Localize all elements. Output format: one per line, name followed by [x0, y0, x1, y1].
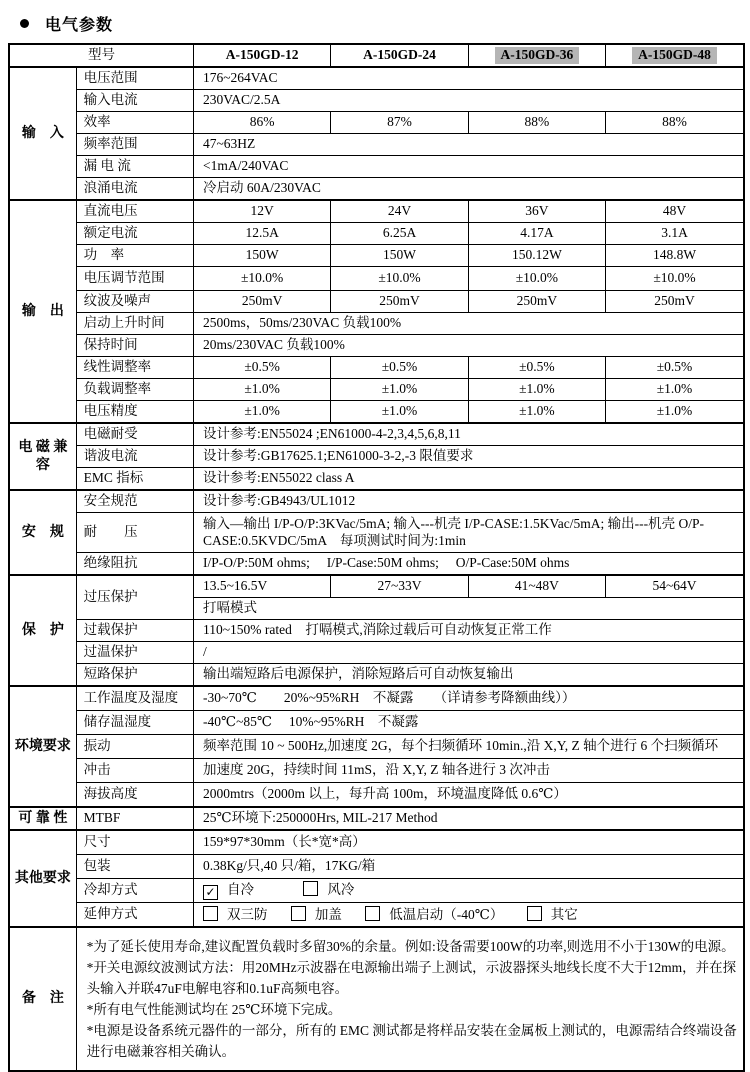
- value-rise-time: 2500ms，50ms/230VAC 负载100%: [193, 313, 744, 335]
- note-line-3: *所有电气性能测试均在 25℃环境下完成。: [86, 1002, 342, 1017]
- model-column-2: [331, 44, 468, 67]
- value-rated-current-4: 3.1A: [606, 223, 744, 245]
- label-storage-temp: 储存温湿度: [76, 711, 193, 735]
- value-otp: /: [193, 642, 744, 664]
- label-line-regulation: 线性调整率: [76, 357, 193, 379]
- extension-option-label: 其它: [550, 906, 578, 922]
- label-harmonic-current: 谐波电流: [76, 446, 193, 468]
- extension-option-4: [527, 906, 578, 924]
- label-cooling-method: 冷却方式: [76, 879, 193, 903]
- label-hold-time: 保持时间: [76, 335, 193, 357]
- value-shock: 加速度 20G，持续时间 11mS，沿 X,Y, Z 轴各进行 3 次冲击: [193, 759, 744, 783]
- label-voltage-accuracy: 电压精度: [76, 401, 193, 424]
- row-altitude: [9, 783, 744, 808]
- value-dimensions: 159*97*30mm（长*宽*高）: [193, 830, 744, 855]
- checkbox-checked-icon: ✓: [203, 885, 218, 900]
- value-altitude: 2000mtrs（2000m 以上，每升高 100m，环境温度降低 0.6℃）: [193, 783, 744, 808]
- row-emc-index: [9, 468, 744, 491]
- value-power-1: 150W: [193, 245, 330, 267]
- model-name: A-150GD-12: [225, 47, 299, 63]
- row-vibration: [9, 735, 744, 759]
- value-voltage-range: 176~264VAC: [193, 67, 744, 90]
- value-vibration: 频率范围 10 ~ 500Hz,加速度 2G，每个扫频循环 10min.,沿 X,Y, Z 轴个进行 6 个扫频循环: [193, 735, 744, 759]
- value-olp: 110~150% rated 打嗝模式,消除过载后可自动恢复正常工作: [193, 620, 744, 642]
- row-inrush-current: [9, 178, 744, 201]
- label-inrush-current: 浪涌电流: [76, 178, 193, 201]
- value-rated-current-3: 4.17A: [468, 223, 605, 245]
- model-header-label: 型号: [9, 44, 193, 67]
- row-operating-temp: [9, 686, 744, 711]
- label-olp: 过载保护: [76, 620, 193, 642]
- label-mtbf: MTBF: [76, 807, 193, 830]
- category-safety: 安 规: [9, 490, 76, 575]
- checkbox-icon: [303, 881, 318, 896]
- label-rise-time: 启动上升时间: [76, 313, 193, 335]
- row-emc-immunity: [9, 423, 744, 446]
- checkbox-icon: [203, 906, 218, 921]
- label-operating-temp: 工作温度及湿度: [76, 686, 193, 711]
- row-efficiency: [9, 112, 744, 134]
- value-line-regulation-2: ±0.5%: [331, 357, 468, 379]
- value-rated-current-1: 12.5A: [193, 223, 330, 245]
- extension-option-3: [365, 906, 503, 924]
- value-power-3: 150.12W: [468, 245, 605, 267]
- value-efficiency-1: 86%: [193, 112, 330, 134]
- label-input-current: 输入电流: [76, 90, 193, 112]
- label-voltage-adjust-range: 电压调节范围: [76, 267, 193, 291]
- label-emc-index: EMC 指标: [76, 468, 193, 491]
- row-extension-method: [9, 903, 744, 928]
- model-name-highlighted: A-150GD-48: [632, 47, 717, 64]
- section-heading: [20, 12, 750, 34]
- value-load-regulation-2: ±1.0%: [331, 379, 468, 401]
- value-efficiency-4: 88%: [606, 112, 744, 134]
- value-line-regulation-4: ±0.5%: [606, 357, 744, 379]
- label-otp: 过温保护: [76, 642, 193, 664]
- value-emc-index: 设计参考:EN55022 class A: [193, 468, 744, 491]
- row-withstand-voltage: [9, 513, 744, 553]
- row-ripple-noise: [9, 291, 744, 313]
- extension-option-2: [291, 906, 342, 924]
- label-withstand-voltage: 耐 压: [76, 513, 193, 553]
- model-name: A-150GD-24: [363, 47, 436, 63]
- extension-option-1: [203, 906, 268, 924]
- value-safety-standard: 设计参考:GB4943/UL1012: [193, 490, 744, 513]
- label-ripple-noise: 纹波及噪声: [76, 291, 193, 313]
- cooling-option-fan: [303, 881, 354, 899]
- category-other: 其他要求: [9, 830, 76, 927]
- row-input-current: [9, 90, 744, 112]
- value-frequency-range: 47~63HZ: [193, 134, 744, 156]
- label-voltage-range: 电压范围: [76, 67, 193, 90]
- value-packing: 0.38Kg/只,40 只/箱，17KG/箱: [193, 855, 744, 879]
- value-emc-immunity: 设计参考:EN55024 ;EN61000-4-2,3,4,5,6,8,11: [193, 423, 744, 446]
- row-otp: [9, 642, 744, 664]
- label-emc-immunity: 电磁耐受: [76, 423, 193, 446]
- value-hold-time: 20ms/230VAC 负载100%: [193, 335, 744, 357]
- label-scp: 短路保护: [76, 664, 193, 687]
- value-dc-voltage-1: 12V: [193, 200, 330, 223]
- value-leakage-current: <1mA/240VAC: [193, 156, 744, 178]
- row-mtbf: [9, 807, 744, 830]
- note-line-4: *电源是设备系统元器件的一部分，所有的 EMC 测试都是将样品安装在金属板上测试的，电源需结合终端设备进行电磁兼容相关确认。: [86, 1023, 737, 1059]
- value-load-regulation-4: ±1.0%: [606, 379, 744, 401]
- category-emc: 电 磁 兼 容: [9, 423, 76, 490]
- value-voltage-accuracy-1: ±1.0%: [193, 401, 330, 424]
- row-olp: [9, 620, 744, 642]
- label-vibration: 振动: [76, 735, 193, 759]
- value-extension-method: [193, 903, 744, 928]
- value-power-4: 148.8W: [606, 245, 744, 267]
- category-notes: 备 注: [9, 927, 76, 1071]
- category-reliability: 可 靠 性: [9, 807, 76, 830]
- value-inrush-current: 冷启动 60A/230VAC: [193, 178, 744, 201]
- label-load-regulation: 负载调整率: [76, 379, 193, 401]
- value-voltage-adjust-4: ±10.0%: [606, 267, 744, 291]
- label-frequency-range: 频率范围: [76, 134, 193, 156]
- category-output: 输 出: [9, 200, 76, 423]
- row-scp: [9, 664, 744, 687]
- value-ovp-4: 54~64V: [606, 575, 744, 598]
- label-extension-method: 延伸方式: [76, 903, 193, 928]
- model-column-1: [193, 44, 330, 67]
- label-efficiency: 效率: [76, 112, 193, 134]
- row-insulation-resistance: [9, 553, 744, 576]
- label-power: 功 率: [76, 245, 193, 267]
- checkbox-icon: [527, 906, 542, 921]
- category-input: 输 入: [9, 67, 76, 200]
- category-environment: 环境要求: [9, 686, 76, 807]
- model-name-highlighted: A-150GD-36: [495, 47, 580, 64]
- value-operating-temp: -30~70℃ 20%~95%RH 不凝露 （详请参考降额曲线））: [193, 686, 744, 711]
- value-voltage-adjust-3: ±10.0%: [468, 267, 605, 291]
- row-rise-time: [9, 313, 744, 335]
- value-efficiency-3: 88%: [468, 112, 605, 134]
- row-dimensions: [9, 830, 744, 855]
- value-ovp-1: 13.5~16.5V: [193, 575, 330, 598]
- value-ovp-mode: 打嗝模式: [193, 598, 744, 620]
- row-voltage-range: [9, 67, 744, 90]
- extension-option-label: 低温启动（-40℃）: [389, 906, 504, 922]
- value-ovp-3: 41~48V: [468, 575, 605, 598]
- value-voltage-accuracy-3: ±1.0%: [468, 401, 605, 424]
- label-dimensions: 尺寸: [76, 830, 193, 855]
- label-dc-voltage: 直流电压: [76, 200, 193, 223]
- value-mtbf: 25℃环境下:250000Hrs, MIL-217 Method: [193, 807, 744, 830]
- row-voltage-accuracy: [9, 401, 744, 424]
- value-storage-temp: -40℃~85℃ 10%~95%RH 不凝露: [193, 711, 744, 735]
- row-safety-standard: [9, 490, 744, 513]
- value-ovp-2: 27~33V: [331, 575, 468, 598]
- label-rated-current: 额定电流: [76, 223, 193, 245]
- extension-option-label: 加盖: [314, 906, 342, 922]
- row-frequency-range: [9, 134, 744, 156]
- value-dc-voltage-3: 36V: [468, 200, 605, 223]
- value-scp: 输出端短路后电源保护，消除短路后可自动恢复输出: [193, 664, 744, 687]
- row-shock: [9, 759, 744, 783]
- label-altitude: 海拔高度: [76, 783, 193, 808]
- row-power: [9, 245, 744, 267]
- value-withstand-voltage: 输入—输出 I/P-O/P:3KVac/5mA; 输入---机壳 I/P-CASE:1.5KVac/5mA; 输出---机壳 O/P-CASE:0.5KVDC/5mA 每项测试时间为:1min: [193, 513, 744, 553]
- value-efficiency-2: 87%: [331, 112, 468, 134]
- value-rated-current-2: 6.25A: [331, 223, 468, 245]
- value-voltage-accuracy-4: ±1.0%: [606, 401, 744, 424]
- value-ripple-noise-1: 250mV: [193, 291, 330, 313]
- value-dc-voltage-2: 24V: [331, 200, 468, 223]
- value-voltage-accuracy-2: ±1.0%: [331, 401, 468, 424]
- notes-content: [76, 927, 744, 1071]
- row-storage-temp: [9, 711, 744, 735]
- model-column-3: [468, 44, 605, 67]
- checkbox-icon: [291, 906, 306, 921]
- cooling-option-self: [203, 882, 254, 900]
- checkbox-icon: [365, 906, 380, 921]
- row-hold-time: [9, 335, 744, 357]
- cooling-option-label: 风冷: [327, 882, 355, 897]
- row-ovp-values: [9, 575, 744, 598]
- label-shock: 冲击: [76, 759, 193, 783]
- row-dc-voltage: [9, 200, 744, 223]
- value-power-2: 150W: [331, 245, 468, 267]
- row-harmonic-current: [9, 446, 744, 468]
- label-packing: 包装: [76, 855, 193, 879]
- value-load-regulation-1: ±1.0%: [193, 379, 330, 401]
- value-ripple-noise-4: 250mV: [606, 291, 744, 313]
- extension-option-label: 双三防: [226, 906, 268, 922]
- row-voltage-adjust-range: [9, 267, 744, 291]
- row-notes: [9, 927, 744, 1071]
- value-dc-voltage-4: 48V: [606, 200, 744, 223]
- row-cooling-method: [9, 879, 744, 903]
- row-line-regulation: [9, 357, 744, 379]
- value-voltage-adjust-1: ±10.0%: [193, 267, 330, 291]
- category-protection: 保 护: [9, 575, 76, 686]
- electrical-parameters-table: [8, 43, 745, 1072]
- value-line-regulation-1: ±0.5%: [193, 357, 330, 379]
- row-load-regulation: [9, 379, 744, 401]
- label-safety-standard: 安全规范: [76, 490, 193, 513]
- table-header-row: [9, 44, 744, 67]
- label-ovp: 过压保护: [76, 575, 193, 620]
- bullet-icon: [20, 19, 29, 28]
- cooling-option-label: 自冷: [226, 882, 254, 897]
- value-insulation-resistance: I/P-O/P:50M ohms; I/P-Case:50M ohms; O/P-Case:50M ohms: [193, 553, 744, 576]
- row-rated-current: [9, 223, 744, 245]
- value-ripple-noise-2: 250mV: [331, 291, 468, 313]
- label-leakage-current: 漏 电 流: [76, 156, 193, 178]
- value-line-regulation-3: ±0.5%: [468, 357, 605, 379]
- value-ripple-noise-3: 250mV: [468, 291, 605, 313]
- value-cooling-method: [193, 879, 744, 903]
- note-line-1: *为了延长使用寿命,建议配置负载时多留30%的余量。例如:设备需要100W的功率,则选用不小于130W的电源。: [86, 939, 735, 954]
- value-voltage-adjust-2: ±10.0%: [331, 267, 468, 291]
- row-leakage-current: [9, 156, 744, 178]
- row-packing: [9, 855, 744, 879]
- label-insulation-resistance: 绝缘阻抗: [76, 553, 193, 576]
- value-input-current: 230VAC/2.5A: [193, 90, 744, 112]
- page-title: 电气参数: [45, 16, 114, 34]
- value-harmonic-current: 设计参考:GB17625.1;EN61000-3-2,-3 限值要求: [193, 446, 744, 468]
- note-line-2: *开关电源纹波测试方法：用20MHz示波器在电源输出端子上测试，示波器探头地线长度不大于12mm，并在探头输入并联47uF电解电容和0.1uF高频电容。: [86, 960, 737, 996]
- value-load-regulation-3: ±1.0%: [468, 379, 605, 401]
- model-column-4: [606, 44, 744, 67]
